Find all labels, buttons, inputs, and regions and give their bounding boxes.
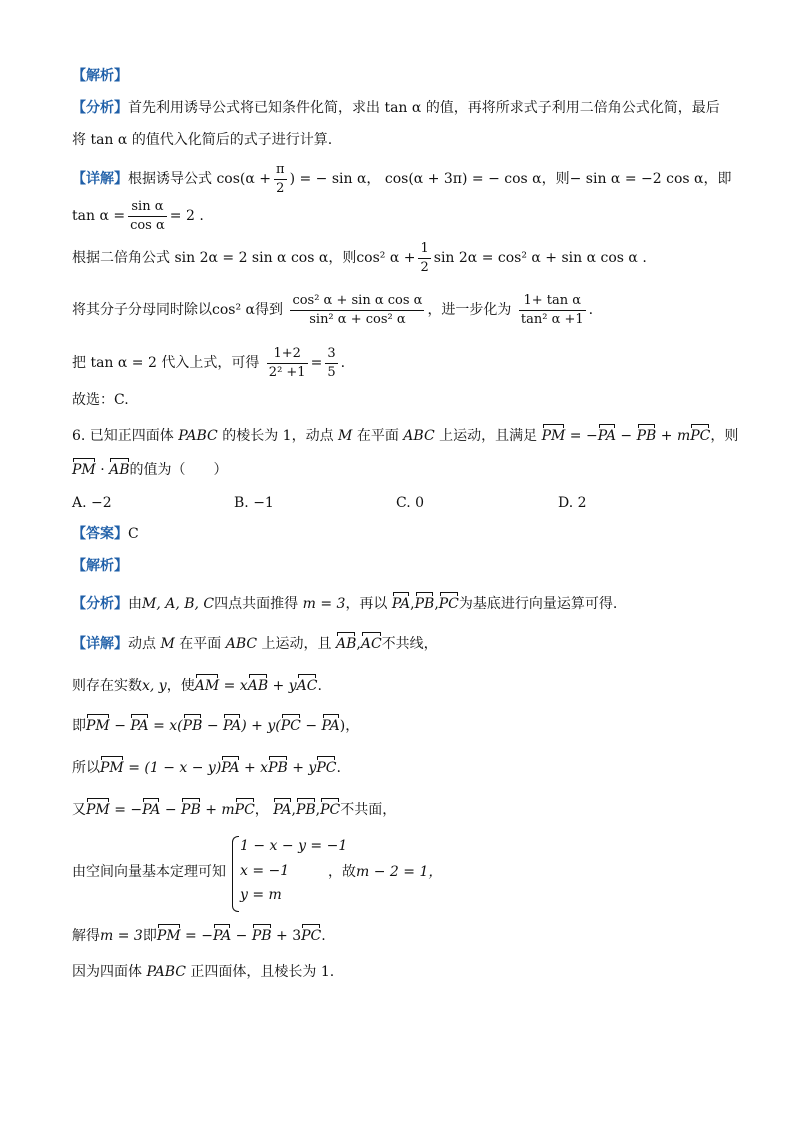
detail-2-line-4: 所以PM = (1 − x − y)PA + xPB + yPC. (72, 760, 341, 776)
fraction-tan-expression: $\frac{\text{1+ tan α}}{\text{tan² α +1}}$ (520, 292, 584, 327)
question-6-line-1: 6. 已知正四面体 PABC 的棱长为 1，动点 M 在平面 ABC 上运动，且满足 PM = −PA − PB + mPC，则 (72, 428, 739, 444)
analysis-2-paragraph: 【分析】由M, A, B, C四点共面推得 m = 3，再以 PA,PB,PC为基底进行向量运算可得. (72, 596, 618, 612)
analysis-paragraph-1: 【分析】首先利用诱导公式将已知条件化简，求出 tan α 的值，再将所求式子利用二倍角公式化简，最后 (72, 100, 720, 116)
detail-2-line-1: 【详解】动点 M 在平面 ABC 上运动，且 AB,AC不共线， (72, 636, 438, 652)
fraction-result: $\frac{3}{5}$ (327, 345, 336, 380)
option-b: B. −1 (234, 495, 274, 511)
system-eq-1: 1 − x − y = −1 (240, 838, 348, 854)
system-eq-3: y = m (240, 887, 282, 903)
fraction-expression: $\frac{\text{cos² α + sin α cos α}}{\text{sin² α + cos² α}}$ (292, 292, 423, 327)
detail-2-line-3: 即PM − PA = x(PB − PA) + y(PC − PA)， (72, 718, 360, 734)
detail-double-angle-line: 根据二倍角公式 sin 2α = 2 sin α cos α，则cos² α + $\frac{1}{2}$ sin 2α = cos² α + sin α cos α . (72, 240, 647, 275)
detail-divide-line: 将其分子分母同时除以cos² α得到 $\frac{\text{cos² α + sin α cos α}}{\text{sin² α + cos² α}}$ ，进一步化为 $\frac{\text{1+ tan α}}{\text{tan² α +1}}$ . (72, 292, 594, 327)
question-6-line-2: PM · AB的值为（ ） (72, 462, 228, 478)
detail-tan-line: tan α = $\frac{\text{sin α}}{\text{cos α}}$ = 2 . (72, 198, 204, 233)
detail-2-line-7: 解得m = 3即PM = −PA − PB + 3PC. (72, 928, 326, 944)
detail-substitute-line: 把 tan α = 2 代入上式，可得 $\frac{1+2}{\text{2² +1}}$ = $\frac{3}{5}$ . (72, 345, 346, 380)
option-d: D. 2 (558, 495, 587, 511)
system-brace (232, 836, 239, 912)
answer-choice-line: 故选：C. (72, 392, 129, 408)
detail-induction-line: 【详解】根据诱导公式 cos(α + $\frac{\pi}{2}$ ) = − sin α， cos(α + 3π) = − cos α，则− sin α = −2 cos α，即 (72, 161, 732, 196)
fraction-pi-over-2: $\frac{\pi}{2}$ (276, 161, 285, 196)
option-c: C. 0 (396, 495, 425, 511)
detail-2-line-2: 则存在实数x, y，使AM = xAB + yAC. (72, 678, 322, 694)
fraction-one-half: $\frac{1}{2}$ (420, 240, 429, 275)
analysis-header-2: 【解析】 (72, 558, 128, 574)
option-a: A. −2 (72, 495, 112, 511)
detail-2-system-conclusion: ，故m − 2 = 1， (328, 864, 443, 880)
answer-line: 【答案】C (72, 526, 139, 542)
detail-2-system-label: 由空间向量基本定理可知 (72, 864, 226, 880)
detail-2-line-5: 又PM = −PA − PB + mPC， PA,PB,PC不共面， (72, 802, 397, 818)
analysis-paragraph-2: 将 tan α 的值代入化简后的式子进行计算. (72, 132, 333, 148)
system-eq-2: x = −1 (240, 863, 290, 879)
analysis-header: 【解析】 (72, 68, 128, 84)
detail-2-line-8: 因为四面体 PABC 正四面体，且棱长为 1. (72, 964, 335, 980)
fraction-substituted: $\frac{1+2}{\text{2² +1}}$ (268, 345, 306, 380)
fraction-sin-cos: $\frac{\text{sin α}}{\text{cos α}}$ (130, 198, 165, 233)
